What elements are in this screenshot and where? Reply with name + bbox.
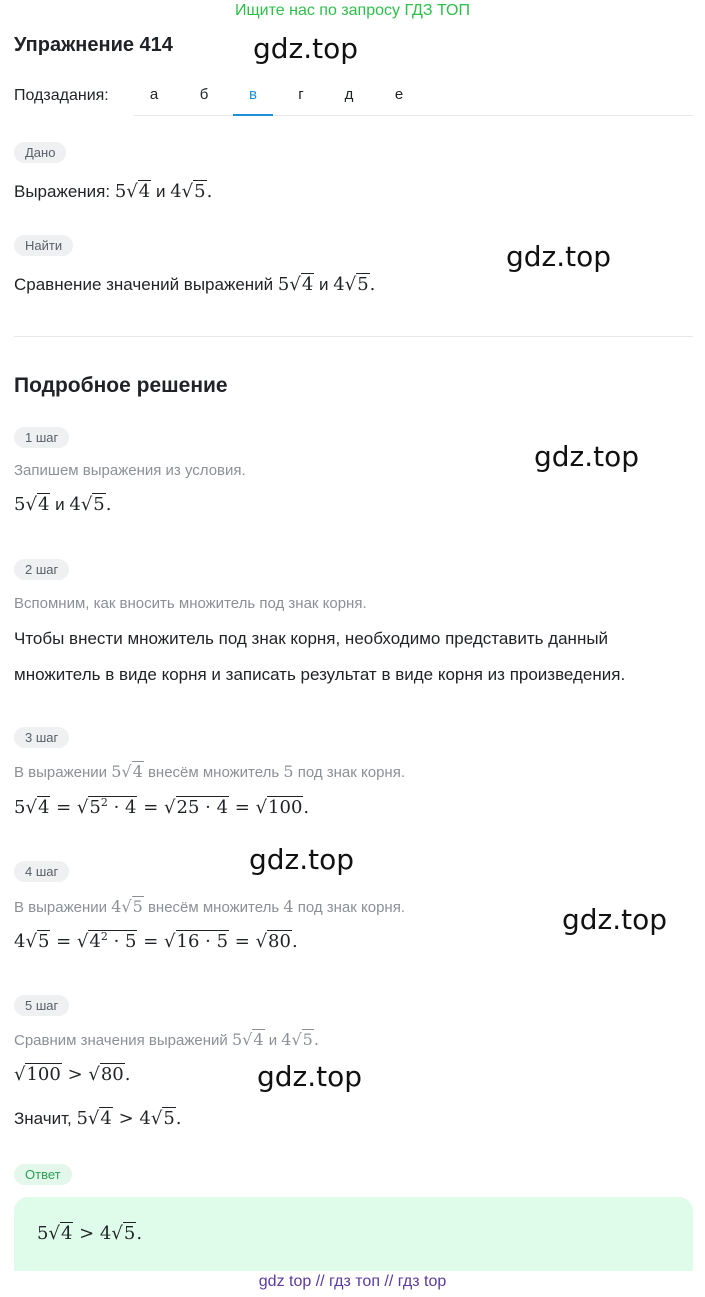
- divider: [14, 336, 693, 337]
- step-1-hint: Запишем выражения из условия.: [14, 462, 246, 479]
- step-5-conclusion: Значит, 5√4 > 4√5.: [14, 1108, 182, 1129]
- given-text: Выражения: 5√4 и 4√5.: [14, 181, 213, 202]
- tab-d[interactable]: д: [344, 86, 354, 103]
- step-3-hint: В выражении 5√4 внесём множитель 5 под знак корня.: [14, 762, 405, 781]
- answer-math: 5√4 > 4√5.: [37, 1223, 143, 1244]
- find-badge: Найти: [14, 235, 73, 256]
- watermark: gdz.top: [253, 32, 359, 65]
- watermark: gdz.top: [534, 440, 640, 473]
- step-3-badge: 3 шаг: [14, 727, 69, 748]
- subtasks-label: Подзадания:: [14, 87, 109, 104]
- step-2-badge: 2 шаг: [14, 559, 69, 580]
- watermark: gdz.top: [249, 843, 355, 876]
- step-2-hint: Вспомним, как вносить множитель под знак корня.: [14, 595, 367, 612]
- step-1-badge: 1 шаг: [14, 427, 69, 448]
- step-5-math: √100 > √80.: [14, 1064, 131, 1085]
- step-5-hint: Сравним значения выражений 5√4 и 4√5.: [14, 1030, 319, 1049]
- step-4-badge: 4 шаг: [14, 861, 69, 882]
- step-1-math: 5√4 и 4√5.: [14, 494, 112, 515]
- tab-e[interactable]: е: [394, 86, 404, 103]
- top-banner: Ищите нас по запросу ГДЗ ТОП: [235, 2, 470, 19]
- step-2-line-2: множитель в виде корня и записать результат в виде корня из произведения.: [14, 665, 626, 684]
- footer-links: gdz top // гдз топ // гдз top: [258, 1273, 447, 1290]
- find-text: Сравнение значений выражений 5√4 и 4√5.: [14, 274, 376, 295]
- step-2-line-1: Чтобы внести множитель под знак корня, необходимо представить данный: [14, 629, 609, 648]
- tab-g[interactable]: г: [298, 86, 304, 103]
- solution-heading: Подробное решение: [14, 374, 228, 397]
- given-badge: Дано: [14, 142, 66, 163]
- watermark: gdz.top: [562, 903, 668, 936]
- answer-box: [14, 1197, 693, 1271]
- step-4-math: $4√5 = √4^2 \cdot 5 = √16 \cdot 5 = √80$.: [14, 930, 298, 952]
- step-5-badge: 5 шаг: [14, 995, 69, 1016]
- watermark: gdz.top: [506, 240, 612, 273]
- step-3-math: $5√4 = √5^2 \cdot 4 = √25 \cdot 4 = √100$.: [14, 796, 310, 818]
- answer-badge: Ответ: [14, 1164, 72, 1185]
- page-title: Упражнение 414: [14, 34, 173, 56]
- tab-a[interactable]: а: [149, 86, 159, 103]
- watermark: gdz.top: [257, 1060, 363, 1093]
- subtask-tabs: [134, 78, 693, 116]
- tab-v[interactable]: в: [233, 86, 273, 116]
- tab-b[interactable]: б: [199, 86, 209, 103]
- step-4-hint: В выражении 4√5 внесём множитель 4 под знак корня.: [14, 897, 405, 916]
